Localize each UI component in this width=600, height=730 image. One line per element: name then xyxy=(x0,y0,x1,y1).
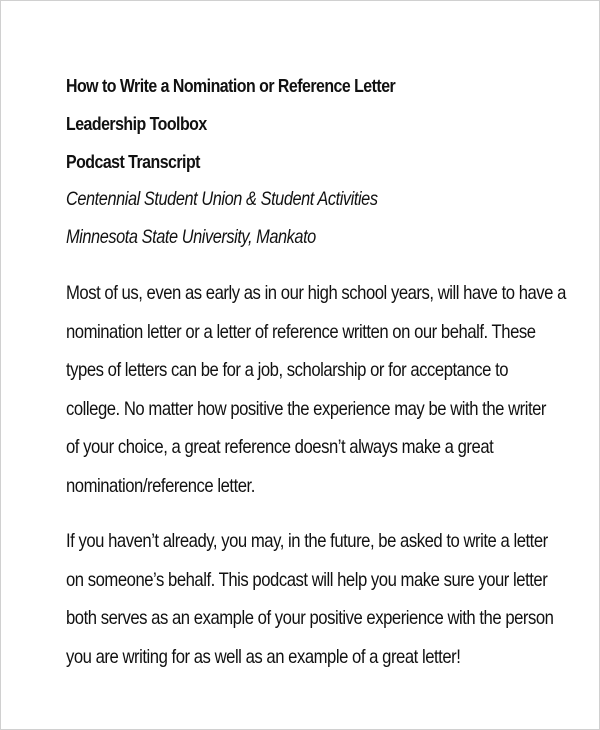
organization-name: Centennial Student Union & Student Activities xyxy=(66,189,378,210)
paragraph-line: on someone’s behalf. This podcast will help you make sure your letter xyxy=(66,568,548,591)
paragraph-line: Most of us, even as early as in our high school years, will have to have a xyxy=(66,282,566,304)
university-name: Minnesota State University, Mankato xyxy=(66,227,316,248)
paragraph-line: nomination/reference letter. xyxy=(66,474,255,497)
document-title: How to Write a Nomination or Reference Letter xyxy=(66,75,396,96)
paragraph-line: you are writing for as well as an example of a great letter! xyxy=(66,645,461,668)
series-name: Leadership Toolbox xyxy=(66,113,207,134)
paragraph-intro xyxy=(66,274,576,505)
paragraph-line: types of letters can be for a job, scholarship or for acceptance to xyxy=(66,359,509,381)
paragraph-line: If you haven’t already, you may, in the future, be asked to write a letter xyxy=(66,530,548,552)
paragraph-line: nomination letter or a letter of reference written on our behalf. These xyxy=(66,320,536,343)
paragraph-line: of your choice, a great reference doesn’t always make a great xyxy=(66,436,494,458)
paragraph-purpose xyxy=(66,522,576,676)
format-label: Podcast Transcript xyxy=(66,151,200,172)
paragraph-line: both serves as an example of your positive experience with the person xyxy=(66,607,554,629)
paragraph-line: college. No matter how positive the experience may be with the writer xyxy=(66,397,547,420)
document-content xyxy=(66,67,576,676)
